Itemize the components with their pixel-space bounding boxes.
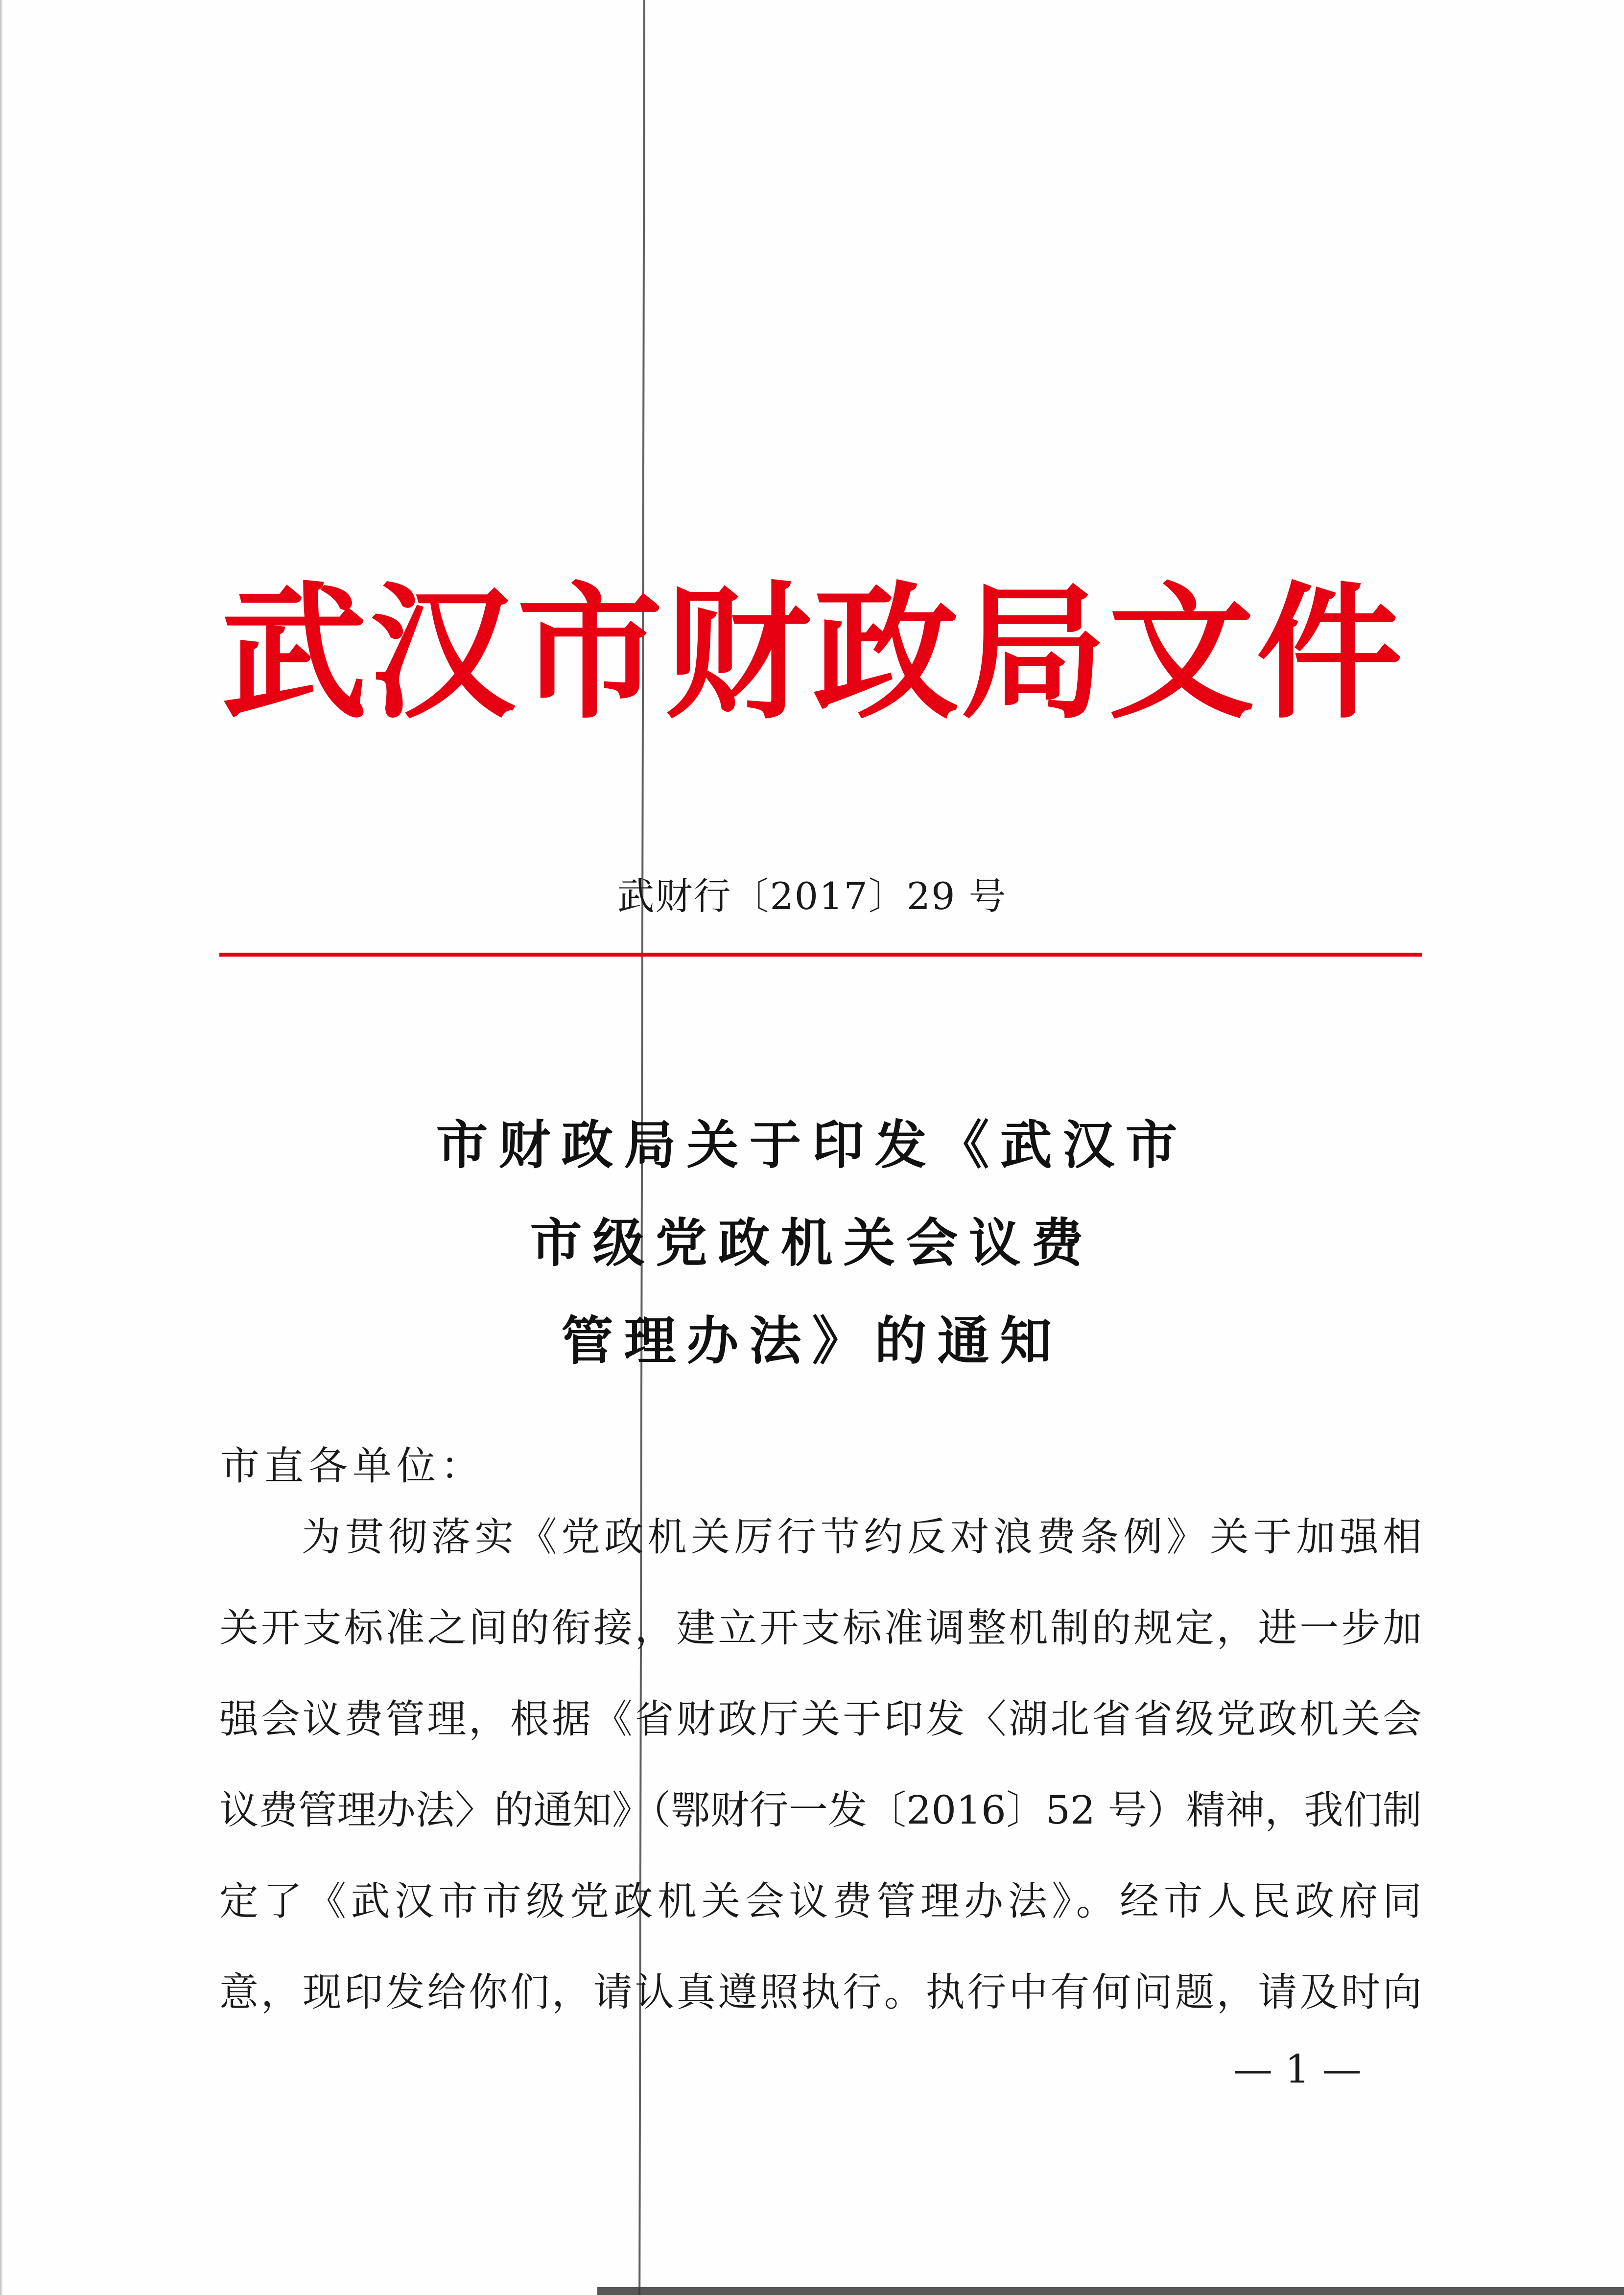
- title-line-2: 市级党政机关会议费: [530, 1213, 1094, 1273]
- body-line-6: 意，现印发给你们，请认真遵照执行。执行中有何问题，请及时向: [219, 1969, 1422, 2015]
- addressee: 市直各单位：: [220, 1443, 485, 1489]
- body-paragraph: [219, 1514, 1422, 2064]
- issuer-header: 武汉市财政局文件: [221, 569, 1404, 739]
- page-number: — 1 —: [1233, 2046, 1362, 2092]
- title-line-3: 管理办法》的通知: [561, 1311, 1063, 1371]
- document-number: 武财行〔2017〕29 号: [617, 874, 1007, 918]
- scan-bottom-edge: [597, 2287, 1624, 2295]
- body-line-4: 议费管理办法〉的通知》（鄂财行一发〔2016〕52 号）精神，我们制: [219, 1787, 1422, 1833]
- document-title: [0, 1097, 1624, 1390]
- body-line-5: 定了《武汉市市级党政机关会议费管理办法》。经市人民政府同: [219, 1878, 1422, 1924]
- red-separator-rule: [219, 953, 1422, 957]
- body-line-1: 为贯彻落实《党政机关厉行节约反对浪费条例》关于加强相: [302, 1514, 1422, 1560]
- body-line-2: 关开支标准之间的衔接，建立开支标准调整机制的规定，进一步加: [219, 1605, 1422, 1651]
- body-line-3: 强会议费管理，根据《省财政厅关于印发〈湖北省省级党政机关会: [219, 1696, 1422, 1742]
- title-line-1: 市财政局关于印发《武汉市: [436, 1115, 1188, 1175]
